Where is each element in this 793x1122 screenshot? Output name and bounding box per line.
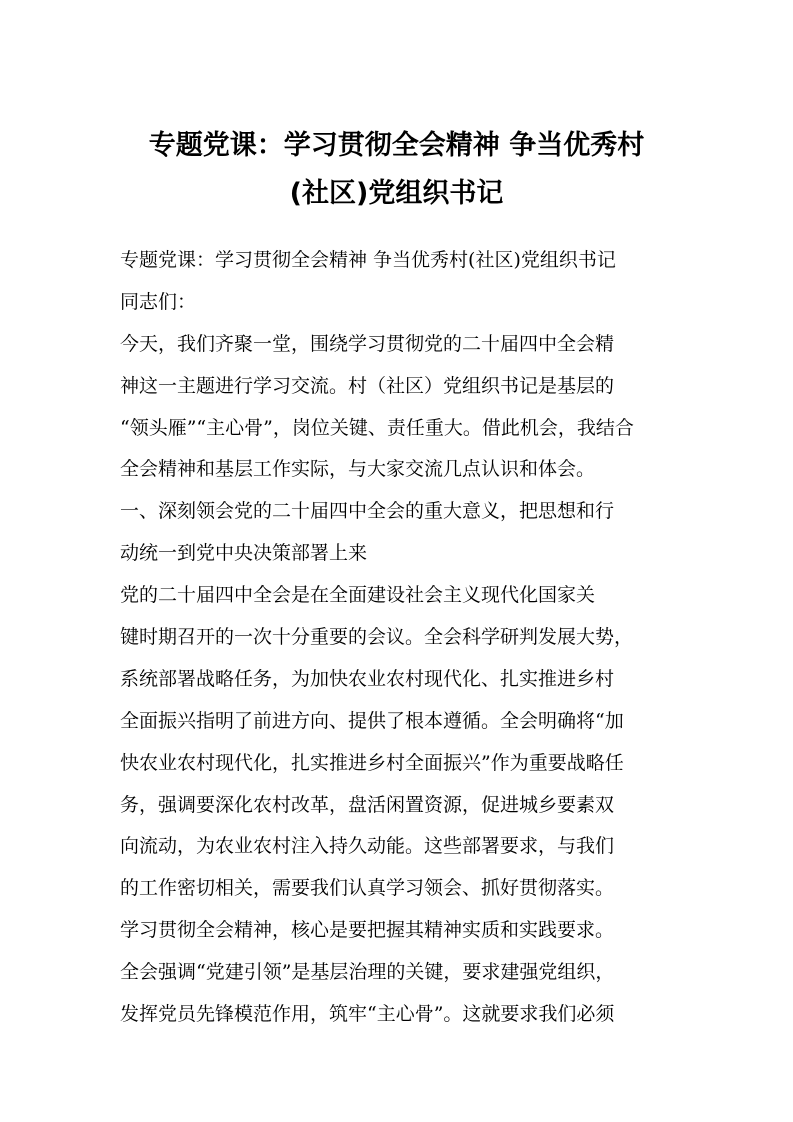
body-line: 键时期召开的一次十分重要的会议。全会科学研判发展大势， [120, 626, 634, 649]
body-line: 向流动，为农业农村注入持久动能。这些部署要求，与我们 [120, 835, 615, 858]
section-heading-line: 一、深刻领会党的二十届四中全会的重大意义，把思想和行 [120, 500, 615, 523]
body-line: 发挥党员先锋模范作用，筑牢“主心骨”。这就要求我们必须 [120, 1003, 615, 1026]
body-line: 党的二十届四中全会是在全面建设社会主义现代化国家关 [120, 584, 596, 607]
body-line: 的工作密切相关，需要我们认真学习领会、抓好贯彻落实。 [120, 877, 615, 900]
document-title [100, 122, 693, 218]
document-body [120, 240, 680, 1036]
body-line: 系统部署战略任务，为加快农业农村现代化、扎实推进乡村 [120, 667, 615, 690]
body-line: 神这一主题进行学习交流。村（社区）党组织书记是基层的 [120, 374, 615, 397]
title-line-1: 专题党课：学习贯彻全会精神 争当优秀村 [148, 130, 645, 161]
section-heading-line: 动统一到党中央决策部署上来 [120, 542, 368, 565]
body-line: 全会强调“党建引领”是基层治理的关键，要求建强党组织， [120, 961, 615, 984]
title-line-2: (社区)党组织书记 [289, 178, 504, 209]
body-line: 全面振兴指明了前进方向、提供了根本遵循。全会明确将“加 [120, 709, 624, 732]
body-line: 全会精神和基层工作实际，与大家交流几点认识和体会。 [120, 458, 596, 481]
body-line: 同志们： [120, 290, 197, 313]
body-line: 学习贯彻全会精神，核心是要把握其精神实质和实践要求。 [120, 919, 615, 942]
body-line: “领头雁”“主心骨”，岗位关键、责任重大。借此机会，我结合 [120, 416, 634, 439]
body-line: 快农业农村现代化，扎实推进乡村全面振兴”作为重要战略任 [120, 751, 624, 774]
body-line: 专题党课：学习贯彻全会精神 争当优秀村(社区)党组织书记 [120, 249, 616, 271]
body-line: 务，强调要深化农村改革，盘活闲置资源，促进城乡要素双 [120, 793, 615, 816]
body-line: 今天，我们齐聚一堂，围绕学习贯彻党的二十届四中全会精 [120, 332, 615, 355]
